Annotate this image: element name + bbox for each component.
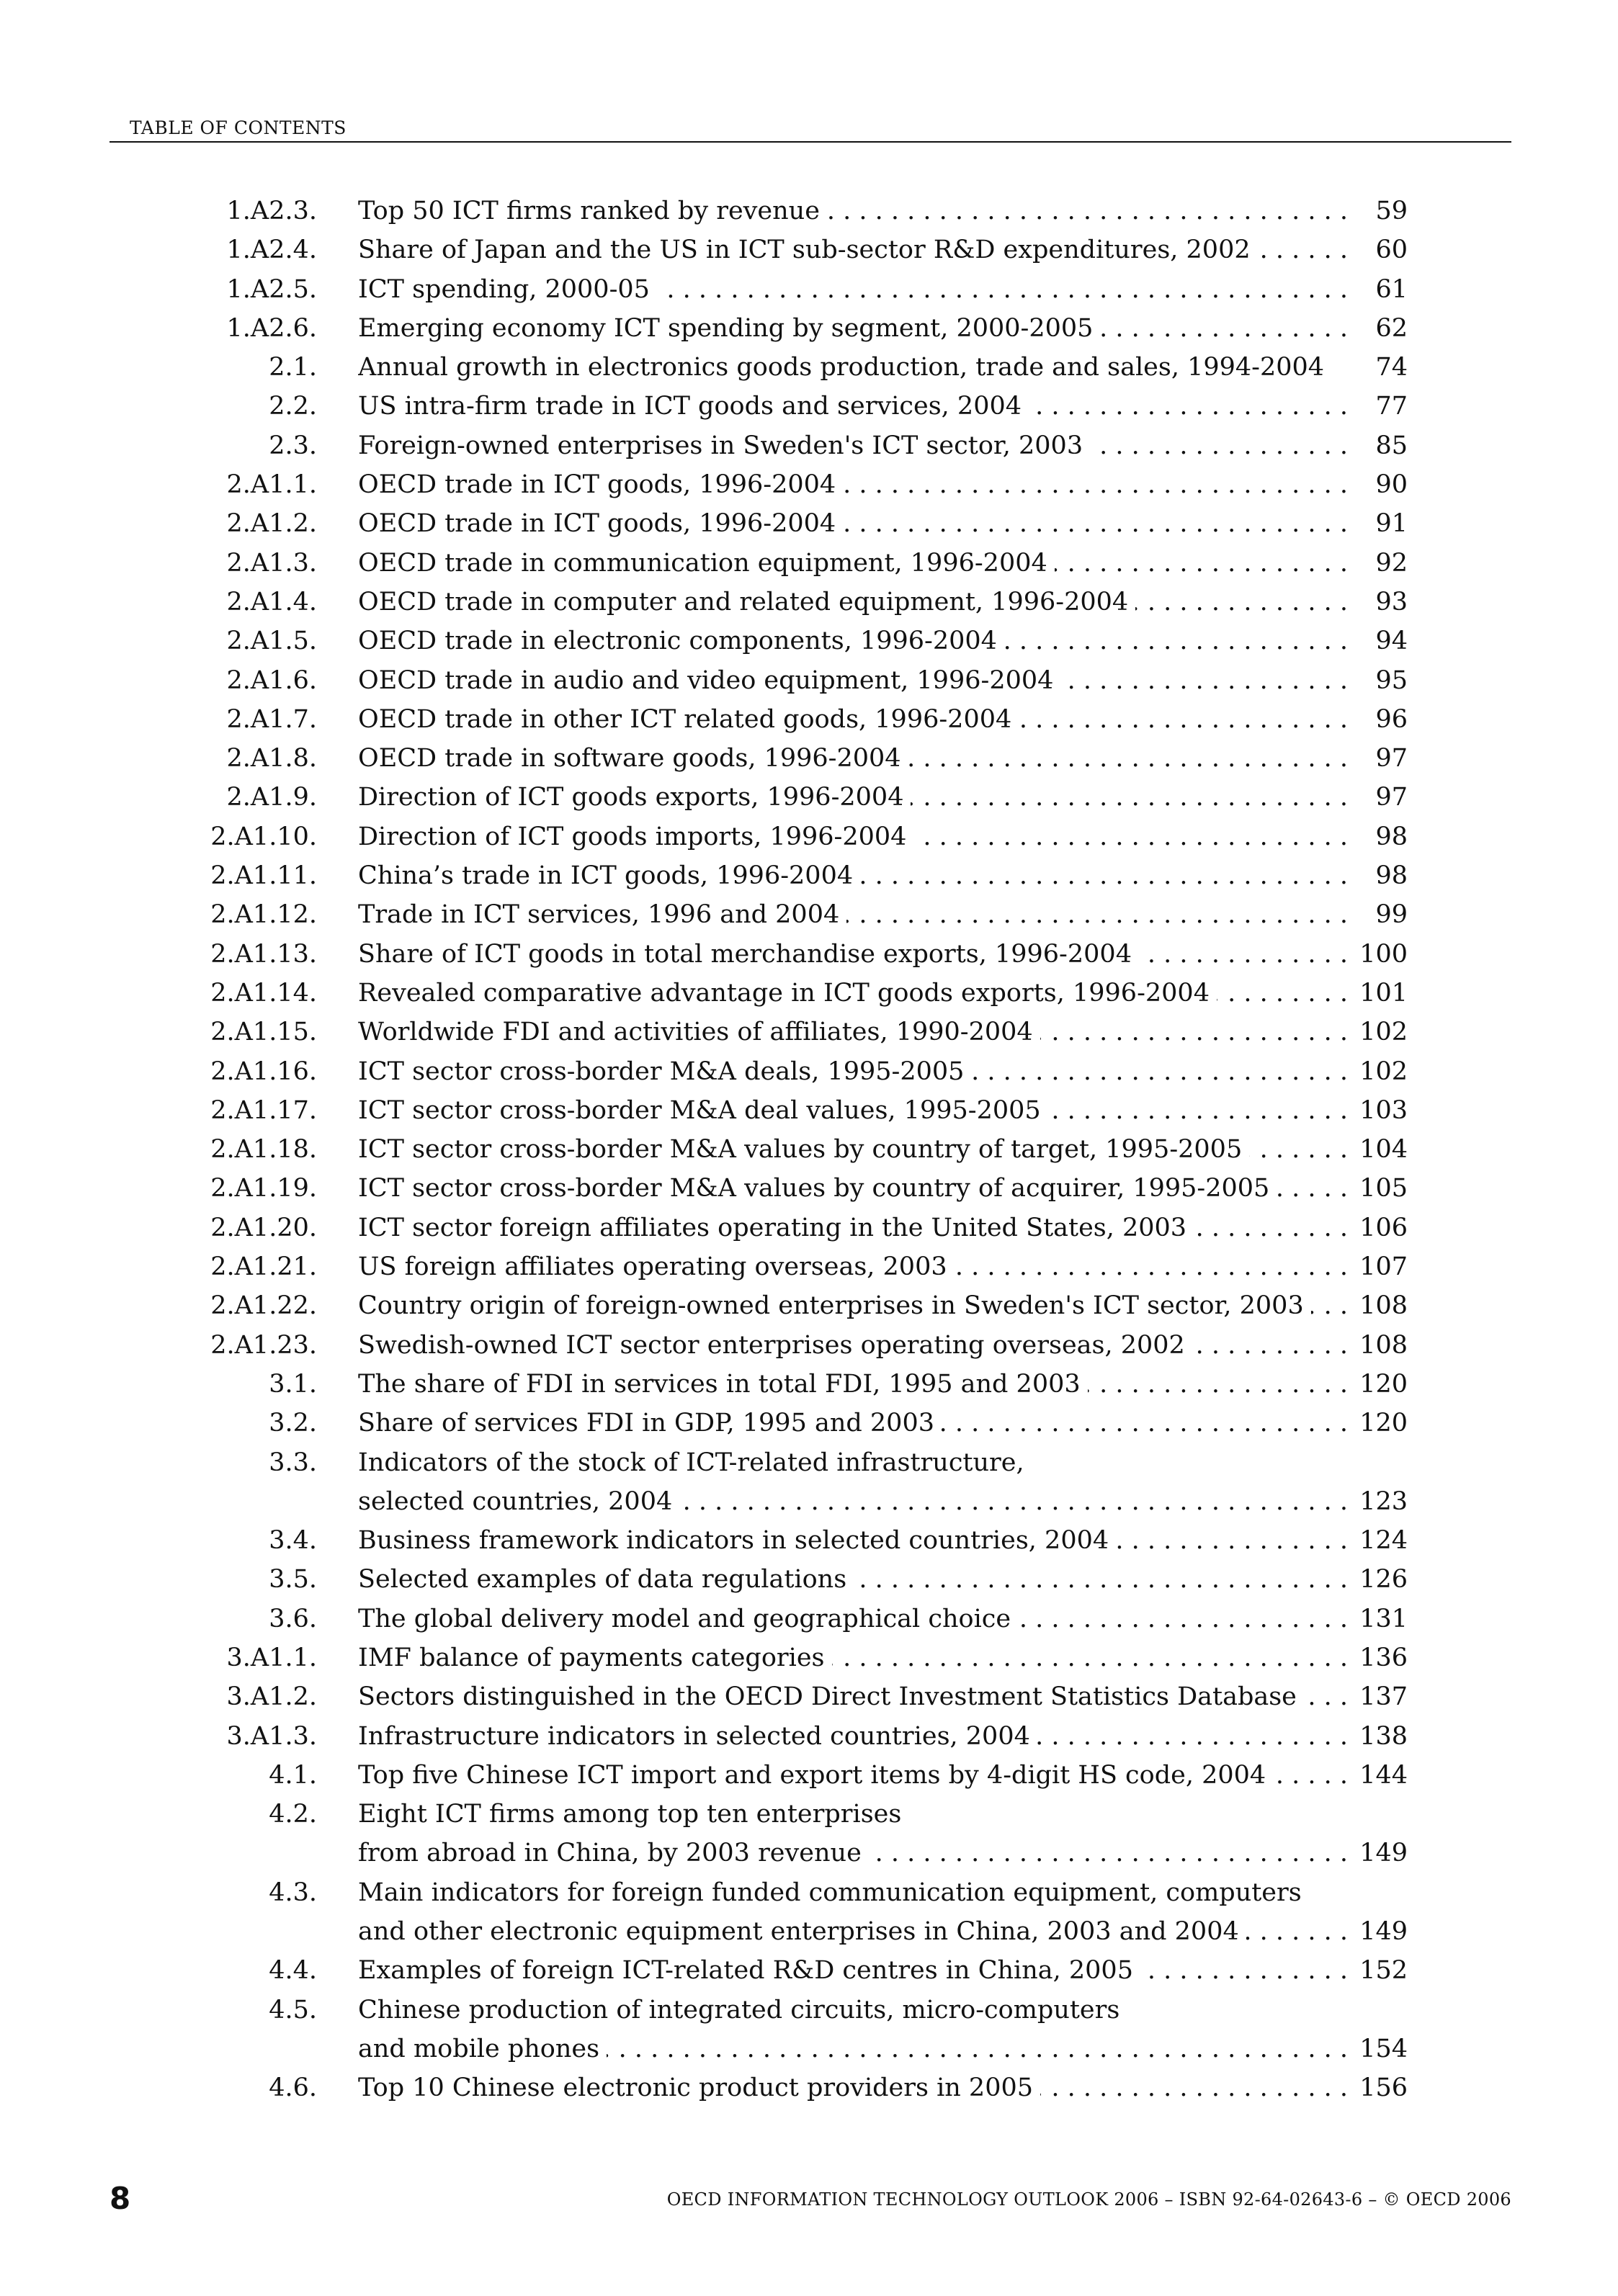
entry-title-text: OECD trade in electronic components, 1996-2004 xyxy=(358,627,1004,655)
entry-title-text: Share of services FDI in GDP, 1995 and 2003 xyxy=(358,1409,942,1438)
entry-number: 2.A1.23. xyxy=(210,1330,317,1360)
entry-number: 2.A1.19. xyxy=(210,1174,317,1203)
entry-title-text: Eight ICT firms among top ten enterprises xyxy=(358,1800,908,1829)
entry-title xyxy=(358,1169,1348,1208)
entry-page-number: 126 xyxy=(1359,1565,1408,1595)
toc-entry-line xyxy=(0,309,1618,348)
toc-entry-line xyxy=(0,1795,1618,1834)
entry-number: 1.A2.3. xyxy=(226,197,317,225)
entry-number: 2.1. xyxy=(269,353,317,382)
toc-entry-line xyxy=(0,1404,1618,1443)
entry-number: 2.A1.12. xyxy=(210,900,317,930)
entry-page-number: 120 xyxy=(1359,1409,1408,1438)
entry-number: 4.5. xyxy=(269,1995,317,2024)
entry-title xyxy=(358,1677,1348,1716)
entry-number: 3.A1.2. xyxy=(226,1682,317,1712)
entry-title xyxy=(358,1286,1348,1325)
toc-entry-line xyxy=(0,1169,1618,1208)
entry-number: 2.A1.10. xyxy=(210,822,317,851)
entry-title xyxy=(358,1052,1348,1091)
toc-entry-line xyxy=(0,622,1618,660)
toc-entry-line xyxy=(0,1482,1618,1521)
toc-entry-line xyxy=(0,1600,1618,1638)
toc-entry-line xyxy=(0,544,1618,583)
entry-number: 2.A1.21. xyxy=(210,1252,317,1282)
toc-entry-line xyxy=(0,700,1618,739)
entry-title-text: Swedish-owned ICT sector enterprises operating overseas, 2002 xyxy=(358,1331,1192,1360)
entry-page-number: 106 xyxy=(1359,1213,1408,1242)
entry-page-number: 120 xyxy=(1359,1369,1408,1399)
entry-title xyxy=(358,974,1348,1013)
entry-title xyxy=(358,387,1348,426)
entry-title xyxy=(358,661,1348,700)
entry-number: 3.5. xyxy=(269,1565,317,1595)
entry-title xyxy=(358,1013,1348,1051)
toc-entry-line xyxy=(0,1208,1618,1247)
entry-title xyxy=(358,1091,1348,1130)
toc-entry-line xyxy=(0,1443,1618,1482)
entry-title xyxy=(358,1912,1348,1951)
entry-title xyxy=(358,1130,1348,1169)
entry-title xyxy=(358,935,1348,974)
toc-entry-line xyxy=(0,230,1618,269)
toc-entry-line xyxy=(0,895,1618,934)
entry-number: 4.3. xyxy=(269,1878,317,1907)
entry-page-number: 95 xyxy=(1375,665,1408,695)
entry-title-text: US intra-firm trade in ICT goods and services, 2004 xyxy=(358,392,1029,421)
entry-title-text: Business framework indicators in selected countries, 2004 xyxy=(358,1526,1116,1555)
entry-number: 2.A1.13. xyxy=(210,939,317,969)
entry-page-number: 149 xyxy=(1359,1839,1408,1868)
entry-title xyxy=(358,856,1348,895)
entry-page-number: 131 xyxy=(1359,1604,1408,1633)
toc-entry-line xyxy=(0,1834,1618,1873)
entry-page-number: 98 xyxy=(1375,822,1408,851)
entry-number: 4.1. xyxy=(269,1760,317,1790)
entry-title xyxy=(358,230,1348,269)
entry-title-text: and other electronic equipment enterprises in China, 2003 and 2004 xyxy=(358,1917,1246,1946)
entry-title-text: ICT sector cross-border M&A deals, 1995-2005 xyxy=(358,1057,971,1086)
toc-entry-line xyxy=(0,856,1618,895)
entry-number: 4.4. xyxy=(269,1956,317,1986)
entry-page-number: 123 xyxy=(1359,1486,1408,1516)
entry-page-number: 77 xyxy=(1375,392,1408,421)
entry-page-number: 94 xyxy=(1375,627,1408,656)
toc-entry-line xyxy=(0,1013,1618,1051)
entry-page-number: 97 xyxy=(1375,783,1408,812)
entry-number: 2.A1.11. xyxy=(210,861,317,891)
entry-title xyxy=(358,1834,1348,1873)
entry-title xyxy=(358,1951,1348,1990)
entry-title-text: ICT sector cross-border M&A values by country of target, 1995-2005 xyxy=(358,1135,1249,1164)
entry-title-text: Top five Chinese ICT import and export items by 4-digit HS code, 2004 xyxy=(358,1761,1273,1790)
entry-title-text: selected countries, 2004 xyxy=(358,1487,679,1516)
entry-page-number: 92 xyxy=(1375,548,1408,578)
entry-title-text: China’s trade in ICT goods, 1996-2004 xyxy=(358,861,860,890)
toc-entry-line xyxy=(0,2030,1618,2068)
entry-number: 2.2. xyxy=(269,392,317,421)
entry-title-text: Main indicators for foreign funded communication equipment, computers xyxy=(358,1878,1309,1907)
entry-number: 2.A1.15. xyxy=(210,1018,317,1047)
entry-page-number: 149 xyxy=(1359,1917,1408,1947)
entry-title-text: Share of ICT goods in total merchandise exports, 1996-2004 xyxy=(358,940,1139,969)
page-number: 8 xyxy=(109,2181,131,2216)
entry-number: 2.A1.1. xyxy=(226,470,317,500)
entry-title xyxy=(358,504,1348,543)
entry-number: 3.3. xyxy=(269,1448,317,1477)
entry-title-text: from abroad in China, by 2003 revenue xyxy=(358,1839,869,1867)
entry-title xyxy=(358,465,1348,504)
entry-title-text: Emerging economy ICT spending by segment, 2000-2005 xyxy=(358,314,1100,343)
toc-entry-line xyxy=(0,1638,1618,1677)
entry-title xyxy=(358,2030,1348,2068)
entry-title-text: Top 10 Chinese electronic product providers in 2005 xyxy=(358,2073,1040,2102)
entry-page-number: 100 xyxy=(1359,939,1408,969)
entry-page-number: 90 xyxy=(1375,470,1408,500)
toc-entry-line xyxy=(0,1873,1618,1912)
entry-title xyxy=(358,2068,1348,2107)
toc-entry-line xyxy=(0,583,1618,622)
entry-title-text: and mobile phones xyxy=(358,2035,607,2063)
toc-entry-line xyxy=(0,661,1618,700)
toc-entry-line xyxy=(0,504,1618,543)
header-rule xyxy=(109,141,1511,143)
running-head: TABLE OF CONTENTS xyxy=(130,117,347,138)
entry-number: 4.2. xyxy=(269,1800,317,1829)
entry-title xyxy=(358,1326,1348,1365)
entry-page-number: 101 xyxy=(1359,978,1408,1008)
entry-title-text: Examples of foreign ICT-related R&D centres in China, 2005 xyxy=(358,1956,1140,1985)
toc-entry-line xyxy=(0,1717,1618,1756)
entry-title-text: OECD trade in other ICT related goods, 1996-2004 xyxy=(358,705,1019,734)
entry-page-number: 99 xyxy=(1375,900,1408,930)
entry-title xyxy=(358,1247,1348,1286)
toc-entry-line xyxy=(0,1091,1618,1130)
entry-title-text: The global delivery model and geographical choice xyxy=(358,1605,1018,1633)
entry-title xyxy=(358,1208,1348,1247)
entry-title xyxy=(358,1482,1348,1521)
toc-entry-line xyxy=(0,778,1618,817)
toc-entry-line xyxy=(0,348,1618,387)
entry-page-number: 85 xyxy=(1375,431,1408,460)
entry-title-text: Country origin of foreign-owned enterprises in Sweden's ICT sector, 2003 xyxy=(358,1291,1311,1320)
entry-page-number: 152 xyxy=(1359,1956,1408,1986)
entry-number: 2.A1.5. xyxy=(226,627,317,656)
toc-entry-line xyxy=(0,465,1618,504)
entry-title xyxy=(358,1756,1348,1795)
toc-entry-line xyxy=(0,426,1618,465)
entry-title-text: Direction of ICT goods exports, 1996-2004 xyxy=(358,783,911,812)
entry-title-text: ICT sector cross-border M&A values by country of acquirer, 1995-2005 xyxy=(358,1174,1277,1203)
entry-title xyxy=(358,817,1348,856)
entry-number: 3.6. xyxy=(269,1604,317,1633)
entry-title xyxy=(358,895,1348,934)
entry-title xyxy=(358,1873,1348,1912)
entry-page-number: 74 xyxy=(1375,353,1408,382)
entry-number: 4.6. xyxy=(269,2073,317,2103)
toc-entry-line xyxy=(0,1951,1618,1990)
entry-number: 3.A1.3. xyxy=(226,1721,317,1751)
entry-title xyxy=(358,1717,1348,1756)
entry-title-text: Share of Japan and the US in ICT sub-sector R&D expenditures, 2002 xyxy=(358,236,1258,264)
entry-title xyxy=(358,1443,1348,1482)
toc-entry-line xyxy=(0,1677,1618,1716)
entry-number: 2.A1.8. xyxy=(226,744,317,773)
entry-title-text: ICT spending, 2000-05 xyxy=(358,275,657,304)
toc-entry-line xyxy=(0,817,1618,856)
entry-title-text: OECD trade in software goods, 1996-2004 xyxy=(358,744,908,773)
entry-title xyxy=(358,192,1348,230)
entry-number: 2.A1.2. xyxy=(226,509,317,539)
entry-number: 2.A1.3. xyxy=(226,548,317,578)
toc-entry-line xyxy=(0,1052,1618,1091)
toc-entry-line xyxy=(0,1286,1618,1325)
entry-number: 2.A1.4. xyxy=(226,587,317,616)
entry-title-text: Trade in ICT services, 1996 and 2004 xyxy=(358,900,846,929)
toc-entry-line xyxy=(0,1521,1618,1560)
entry-page-number: 102 xyxy=(1359,1018,1408,1047)
toc-entry-line xyxy=(0,1326,1618,1365)
entry-title xyxy=(358,1404,1348,1443)
entry-page-number: 124 xyxy=(1359,1526,1408,1556)
entry-title xyxy=(358,1795,1348,1834)
entry-number: 2.A1.7. xyxy=(226,704,317,734)
entry-page-number: 61 xyxy=(1375,274,1408,304)
entry-title-text: OECD trade in audio and video equipment, 1996-2004 xyxy=(358,666,1060,695)
entry-page-number: 108 xyxy=(1359,1330,1408,1360)
entry-page-number: 59 xyxy=(1375,197,1408,225)
toc-entry-line xyxy=(0,270,1618,309)
entry-number: 3.1. xyxy=(269,1369,317,1399)
toc-entry-line xyxy=(0,2068,1618,2107)
entry-title xyxy=(358,583,1348,622)
entry-title xyxy=(358,544,1348,583)
entry-page-number: 105 xyxy=(1359,1174,1408,1203)
entry-page-number: 104 xyxy=(1359,1135,1408,1165)
entry-page-number: 144 xyxy=(1359,1760,1408,1790)
entry-title xyxy=(358,739,1348,778)
entry-number: 3.A1.1. xyxy=(226,1643,317,1672)
toc-entry-line xyxy=(0,1130,1618,1169)
entry-title-text: Annual growth in electronics goods production, trade and sales, 1994-2004 xyxy=(358,353,1331,382)
entry-title-text: IMF balance of payments categories xyxy=(358,1643,832,1672)
entry-number: 1.A2.4. xyxy=(226,236,317,265)
entry-number: 1.A2.6. xyxy=(226,313,317,343)
entry-page-number: 136 xyxy=(1359,1643,1408,1672)
entry-number: 3.2. xyxy=(269,1409,317,1438)
entry-title-text: US foreign affiliates operating overseas, 2003 xyxy=(358,1252,955,1281)
entry-title-text: Infrastructure indicators in selected countries, 2004 xyxy=(358,1722,1037,1751)
toc-entry-line xyxy=(0,974,1618,1013)
entry-title xyxy=(358,1365,1348,1404)
toc-entry-line xyxy=(0,1365,1618,1404)
entry-title-text: OECD trade in ICT goods, 1996-2004 xyxy=(358,470,843,499)
entry-number: 2.A1.17. xyxy=(210,1095,317,1125)
entry-title-text: ICT sector cross-border M&A deal values, 1995-2005 xyxy=(358,1096,1048,1125)
entry-page-number: 138 xyxy=(1359,1721,1408,1751)
entry-title xyxy=(358,270,1348,309)
entry-title-text: OECD trade in communication equipment, 1996-2004 xyxy=(358,549,1055,578)
toc-entry-line xyxy=(0,1991,1618,2030)
toc-entry-line xyxy=(0,1560,1618,1599)
entry-title-text: Foreign-owned enterprises in Sweden's ICT sector, 2003 xyxy=(358,431,1090,460)
entry-title xyxy=(358,309,1348,348)
entry-page-number: 97 xyxy=(1375,744,1408,773)
entry-number: 2.A1.6. xyxy=(226,665,317,695)
toc-entry-line xyxy=(0,1912,1618,1951)
entry-title-text: The share of FDI in services in total FDI, 1995 and 2003 xyxy=(358,1370,1088,1399)
entry-title-text: Sectors distinguished in the OECD Direct Investment Statistics Database xyxy=(358,1682,1304,1711)
entry-page-number: 103 xyxy=(1359,1095,1408,1125)
entry-number: 2.A1.22. xyxy=(210,1291,317,1321)
entry-number: 2.A1.20. xyxy=(210,1213,317,1242)
entry-page-number: 156 xyxy=(1359,2073,1408,2103)
entry-title-text: Worldwide FDI and activities of affiliates, 1990-2004 xyxy=(358,1018,1040,1046)
entry-title xyxy=(358,1560,1348,1599)
toc-entry-line xyxy=(0,935,1618,974)
toc-entry-line xyxy=(0,739,1618,778)
entry-title-text: ICT sector foreign affiliates operating in the United States, 2003 xyxy=(358,1214,1194,1242)
table-of-contents xyxy=(0,192,1618,2108)
entry-title-text: Top 50 ICT firms ranked by revenue xyxy=(358,197,827,225)
entry-number: 2.A1.16. xyxy=(210,1057,317,1086)
entry-title xyxy=(358,1638,1348,1677)
entry-page-number: 107 xyxy=(1359,1252,1408,1282)
entry-title xyxy=(358,1600,1348,1638)
entry-title-text: OECD trade in computer and related equipment, 1996-2004 xyxy=(358,588,1135,616)
publication-footer: OECD INFORMATION TECHNOLOGY OUTLOOK 2006 – ISBN 92-64-02643-6 – © OECD 2006 xyxy=(666,2189,1511,2210)
entry-title-text: Direction of ICT goods imports, 1996-2004 xyxy=(358,822,913,851)
entry-title xyxy=(358,348,1348,387)
entry-number: 2.A1.9. xyxy=(226,783,317,812)
entry-title xyxy=(358,700,1348,739)
entry-title-text: Revealed comparative advantage in ICT goods exports, 1996-2004 xyxy=(358,979,1217,1008)
entry-title-text: OECD trade in ICT goods, 1996-2004 xyxy=(358,509,843,538)
entry-page-number: 62 xyxy=(1375,313,1408,343)
entry-number: 3.4. xyxy=(269,1526,317,1556)
entry-page-number: 102 xyxy=(1359,1057,1408,1086)
entry-page-number: 137 xyxy=(1359,1682,1408,1712)
entry-page-number: 98 xyxy=(1375,861,1408,891)
entry-title xyxy=(358,778,1348,817)
entry-number: 1.A2.5. xyxy=(226,274,317,304)
entry-page-number: 96 xyxy=(1375,704,1408,734)
toc-entry-line xyxy=(0,1756,1618,1795)
entry-title xyxy=(358,1521,1348,1560)
entry-title xyxy=(358,1991,1348,2030)
toc-entry-line xyxy=(0,1247,1618,1286)
entry-title-text: Chinese production of integrated circuits, micro-computers xyxy=(358,1996,1127,2024)
entry-page-number: 93 xyxy=(1375,587,1408,616)
entry-title-text: Indicators of the stock of ICT-related infrastructure, xyxy=(358,1448,1032,1477)
toc-entry-line xyxy=(0,387,1618,426)
entry-number: 2.A1.18. xyxy=(210,1135,317,1165)
entry-number: 2.A1.14. xyxy=(210,978,317,1008)
entry-page-number: 60 xyxy=(1375,236,1408,265)
entry-page-number: 154 xyxy=(1359,2034,1408,2063)
toc-entry-line xyxy=(0,192,1618,230)
entry-title-text: Selected examples of data regulations xyxy=(358,1565,854,1594)
entry-title xyxy=(358,426,1348,465)
entry-title xyxy=(358,622,1348,660)
entry-number: 2.3. xyxy=(269,431,317,460)
entry-page-number: 108 xyxy=(1359,1291,1408,1321)
entry-page-number: 91 xyxy=(1375,509,1408,539)
